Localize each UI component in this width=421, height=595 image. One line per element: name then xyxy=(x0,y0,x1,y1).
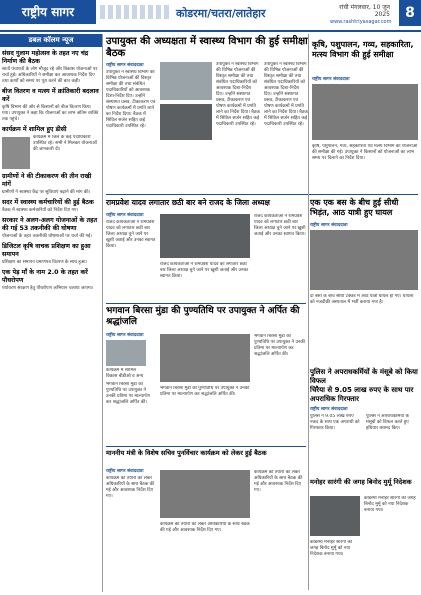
health-photo-2 xyxy=(160,104,212,140)
ramesh-body-2: राजद कार्यकर्ताओं ने रामप्रवेश यादव को लगातार छठी बार जिला अध्यक्ष चुने जाने पर खुशी जताई और उनका स्वागत किया। xyxy=(254,214,306,237)
left-story-3-block xyxy=(0,135,102,170)
transfer-body-2: कोडरमा मनोहर सारंगी की जगह बिनोद मुर्मू को नया निदेशक बनाया गया। xyxy=(310,540,352,557)
birsa-photo xyxy=(160,334,250,382)
arrest-body-2: पुलिस ने अपराधकर्मियों के मंसूबों को विफल करते हुए हथियार बरामद किए। xyxy=(366,414,409,431)
pm-body-2: कार्यक्रम की तैयारी को लेकर अधिकारियों के साथ बैठक की गई और आवश्यक निर्देश दिए गए। xyxy=(160,522,250,533)
left-headline-1: संसद गुलाम महोत्सव के तहत नए चंद्र निर्माण की बैठक xyxy=(2,50,89,65)
left-headline-6: सरकार ने अलग-अलग योजनाओं के तहत की गई 53 तकनीकी की घोषणा xyxy=(2,217,98,232)
left-body-1: सातों पंचायतों के लोग मौजूद रहे और विकास योजनाओं पर चर्चा हुई। अधिकारियों ने समीक्षा कर आवश्यक निर्देश दिए तथा कार्यों को समय पर पूरा करने की बात कही। xyxy=(2,67,98,84)
ramesh-headline: रामप्रवेश यादव लगातार छठी बार बने राजद के जिला अध्यक्ष xyxy=(106,198,270,207)
health-body-3: उपायुक्त ने स्वास्थ्य विभाग की विभिन्न योजनाओं की विस्तृत समीक्षा की तथा संबंधित पदाधिकारियों को आवश्यक दिशा-निर्देश दिए। उन्होंने संस्थागत प्रसव, टीकाकरण एवं पोषण कार्यक्रमों में प्रगति लाने का निर्देश दिया। बैठक में सिविल सर्जन सहित कई पदाधिकारी उपस्थित रहे। xyxy=(264,62,308,127)
health-headline: उपायुक्त की अध्यक्षता में स्वास्थ्य विभाग की हुई समीक्षा बैठक xyxy=(106,36,308,59)
birsa-body-2: भगवान बिरसा मुंडा की पुण्यतिथि पर उपायुक्त ने उनकी प्रतिमा पर माल्यार्पण कर श्रद्धांजलि अर्पित की। xyxy=(254,334,306,357)
birsa-caption: कार्यक्रम में शामिल विकास बीडीओ व अन्य xyxy=(106,368,144,379)
section-title: कोडरमा/चतरा/लातेहार xyxy=(176,7,266,20)
bus-body: दो बसों के बीच सीधी टक्कर में आठ यात्री घायल हो गए। घायलों को नजदीकी अस्पताल में भर्ती कराया गया है। xyxy=(310,294,414,305)
bureau-label: डबल कॉलम न्यूज xyxy=(0,34,102,47)
ramesh-photo xyxy=(160,214,250,258)
agri-photo xyxy=(312,84,418,140)
arrest-headline: चिरैया से 9.05 लाख रुपए के साथ पार अपराधिक गिरफ्तार xyxy=(310,386,414,403)
pm-headline: माननीय मंत्री के विशेष सचिव पुनर्विचार कार्यक्रम को लेकर हुई बैठक xyxy=(106,449,267,457)
left-body-4: ग्रामीणों ने स्वास्थ्य केंद्र पर सुविधाएं बढ़ाने की मांग की। xyxy=(2,190,91,195)
pm-photo xyxy=(160,470,250,518)
arrest-byline: राष्ट्रीय सागर संवाददाता xyxy=(310,407,348,412)
left-headline-5: सदर में स्वास्थ्य कर्मचारियों की हुई बैठक xyxy=(2,199,94,206)
left-column xyxy=(0,34,103,592)
vigil-headline: पुलिस ने अपराधकर्मियों के मंसूबे को किया विफल xyxy=(310,368,418,385)
health-photo-1 xyxy=(160,62,212,100)
birsa-headline: भगवान बिरसा मुंडा की पुण्यतिथि पर उपायुक्त ने अर्पित की श्रद्धांजलि xyxy=(106,306,300,327)
transfer-body-1: कोडरमा मनोहर सारंगी की जगह बिनोद मुर्मू को नया निदेशक बनाया गया। xyxy=(364,496,416,513)
decorative-dots xyxy=(100,5,170,19)
agri-byline: राष्ट्रीय सागर संवाददाता xyxy=(312,77,350,82)
ramesh-body-1: राजद कार्यकर्ताओं ने रामप्रवेश यादव को लगातार छठी बार जिला अध्यक्ष चुने जाने पर खुशी जताई और उनका स्वागत किया। xyxy=(106,220,156,249)
left-headline-8: एक पेड़ माँ के नाम 2.0 के तहत करें पौधरोपण xyxy=(2,269,88,284)
left-body-7: प्रशिक्षण का समापन प्रमाणपत्र वितरण के साथ हुआ। xyxy=(2,260,88,265)
pm-body-3: कार्यक्रम की तैयारी को लेकर अधिकारियों के साथ बैठक की गई और आवश्यक निर्देश दिए गए। xyxy=(254,470,303,493)
page-number: 8 xyxy=(399,0,421,26)
left-headline-3: कार्यक्रम में शामिल हुए डीसी xyxy=(2,126,67,133)
pm-body-1: कार्यक्रम की तैयारी को लेकर अधिकारियों के साथ बैठक की गई और आवश्यक निर्देश दिए गए। xyxy=(106,476,155,499)
left-body-3: कार्यक्रम में जिले के कई पदाधिकारी उपस्थित रहे। सभी ने मिलकर योजनाओं की जानकारी दी। xyxy=(33,135,97,152)
left-body-6: योजनाओं के तहत तकनीकी घोषणाओं पर चर्चा की गई। xyxy=(2,234,92,239)
ramesh-byline: राष्ट्रीय सागर संवाददाता xyxy=(106,213,144,218)
transfer-headline: मनोहर सारंगी की जगह बिनोद मुर्मू निदेशक xyxy=(310,478,412,486)
divider-2 xyxy=(106,303,306,304)
left-headline-7: डिजिटल कृषि वाचक प्रशिक्षण का हुआ समापन xyxy=(2,243,91,258)
bus-byline: राष्ट्रीय सागर संवाददाता xyxy=(310,223,348,228)
birsa-byline: राष्ट्रीय सागर संवाददाता xyxy=(106,333,144,338)
birsa-photo-small xyxy=(106,340,146,366)
agri-headline: कृषि, पशुपालन, गव्य, सहकारिता, मत्स्य विभाग की हुई समीक्षा xyxy=(312,40,414,59)
left-headline-2: बीज वितरण व मत्स्य में क्रांतिकारी बदलाव करें xyxy=(2,88,99,103)
health-body-2: उपायुक्त ने स्वास्थ्य विभाग की विभिन्न योजनाओं की विस्तृत समीक्षा की तथा संबंधित पदाधिकारियों को आवश्यक दिशा-निर्देश दिए। उन्होंने संस्थागत प्रसव, टीकाकरण एवं पोषण कार्यक्रमों में प्रगति लाने का निर्देश दिया। बैठक में सिविल सर्जन सहित कई पदाधिकारी उपस्थित रहे। xyxy=(216,62,260,127)
transfer-photo xyxy=(310,496,360,536)
left-body-8: पर्यावरण संरक्षण हेतु पौधरोपण अभियान चलाया जाएगा। xyxy=(2,286,94,291)
health-byline: राष्ट्रीय सागर संवाददाता xyxy=(106,63,144,68)
health-body-1: उपायुक्त ने स्वास्थ्य विभाग की विभिन्न योजनाओं की विस्तृत समीक्षा की तथा संबंधित पदाधिकारियों को आवश्यक दिशा-निर्देश दिए। उन्होंने संस्थागत प्रसव, टीकाकरण एवं पोषण कार्यक्रमों में प्रगति लाने का निर्देश दिया। बैठक में सिविल सर्जन सहित कई पदाधिकारी उपस्थित रहे। xyxy=(106,70,156,129)
ramesh-body-3: राजद कार्यकर्ताओं ने रामप्रवेश यादव को लगातार छठी बार जिला अध्यक्ष चुने जाने पर खुशी जताई और उनका स्वागत किया। xyxy=(160,262,249,279)
bus-photo xyxy=(310,230,418,290)
left-body-5: बैठक में स्वास्थ्य कर्मचारियों को निर्देश दिए गए। xyxy=(2,208,79,213)
divider-3 xyxy=(106,446,306,447)
bus-headline: एक एक बस के बीच हुई सीधी भिड़ंत, आठ यात्री हुए घायल xyxy=(310,198,399,217)
website: www.rashtriyasagar.com xyxy=(330,19,392,25)
arrest-body-1: पुलिस ने 9.05 लाख रुपए नकद के साथ एक अपराधी को गिरफ्तार किया। xyxy=(310,414,360,431)
left-headline-4: ग्रामीणों ने की टीकाकरण की तीन राखी मांगें xyxy=(2,173,92,188)
agri-body: कृषि, पशुपालन, गव्य, सहकारिता एवं मत्स्य विभाग की योजनाओं की समीक्षा की गई। उपायुक्त ने किसानों को योजनाओं का लाभ समय पर दिलाने का निर्देश दिया। xyxy=(312,144,418,161)
left-body-2: कृषि विभाग की ओर से किसानों को बीज वितरण किया गया। उपायुक्त ने कहा कि योजनाओं का लाभ अंतिम व्यक्ति तक पहुंचे। xyxy=(2,105,99,122)
column-divider-right xyxy=(308,34,309,590)
newspaper-brand: राष्ट्रीय सागर xyxy=(0,0,96,24)
birsa-body-1: भगवान बिरसा मुंडा की पुण्यतिथि पर उपायुक्त ने उनकी प्रतिमा पर माल्यार्पण कर श्रद्धांजलि अर्पित की। xyxy=(106,382,150,405)
date-line: रांची मंगलवार, 10 जून 2025 xyxy=(339,4,390,18)
pm-byline: राष्ट्रीय सागर संवाददाता xyxy=(106,469,144,474)
birsa-body-3: भगवान बिरसा मुंडा की पुण्यतिथि पर उपायुक्त ने उनकी प्रतिमा पर माल्यार्पण कर श्रद्धांजलि अर्पित की। xyxy=(160,386,250,397)
divider-1 xyxy=(106,194,418,195)
masthead xyxy=(0,0,421,32)
portrait-photo xyxy=(2,137,30,169)
